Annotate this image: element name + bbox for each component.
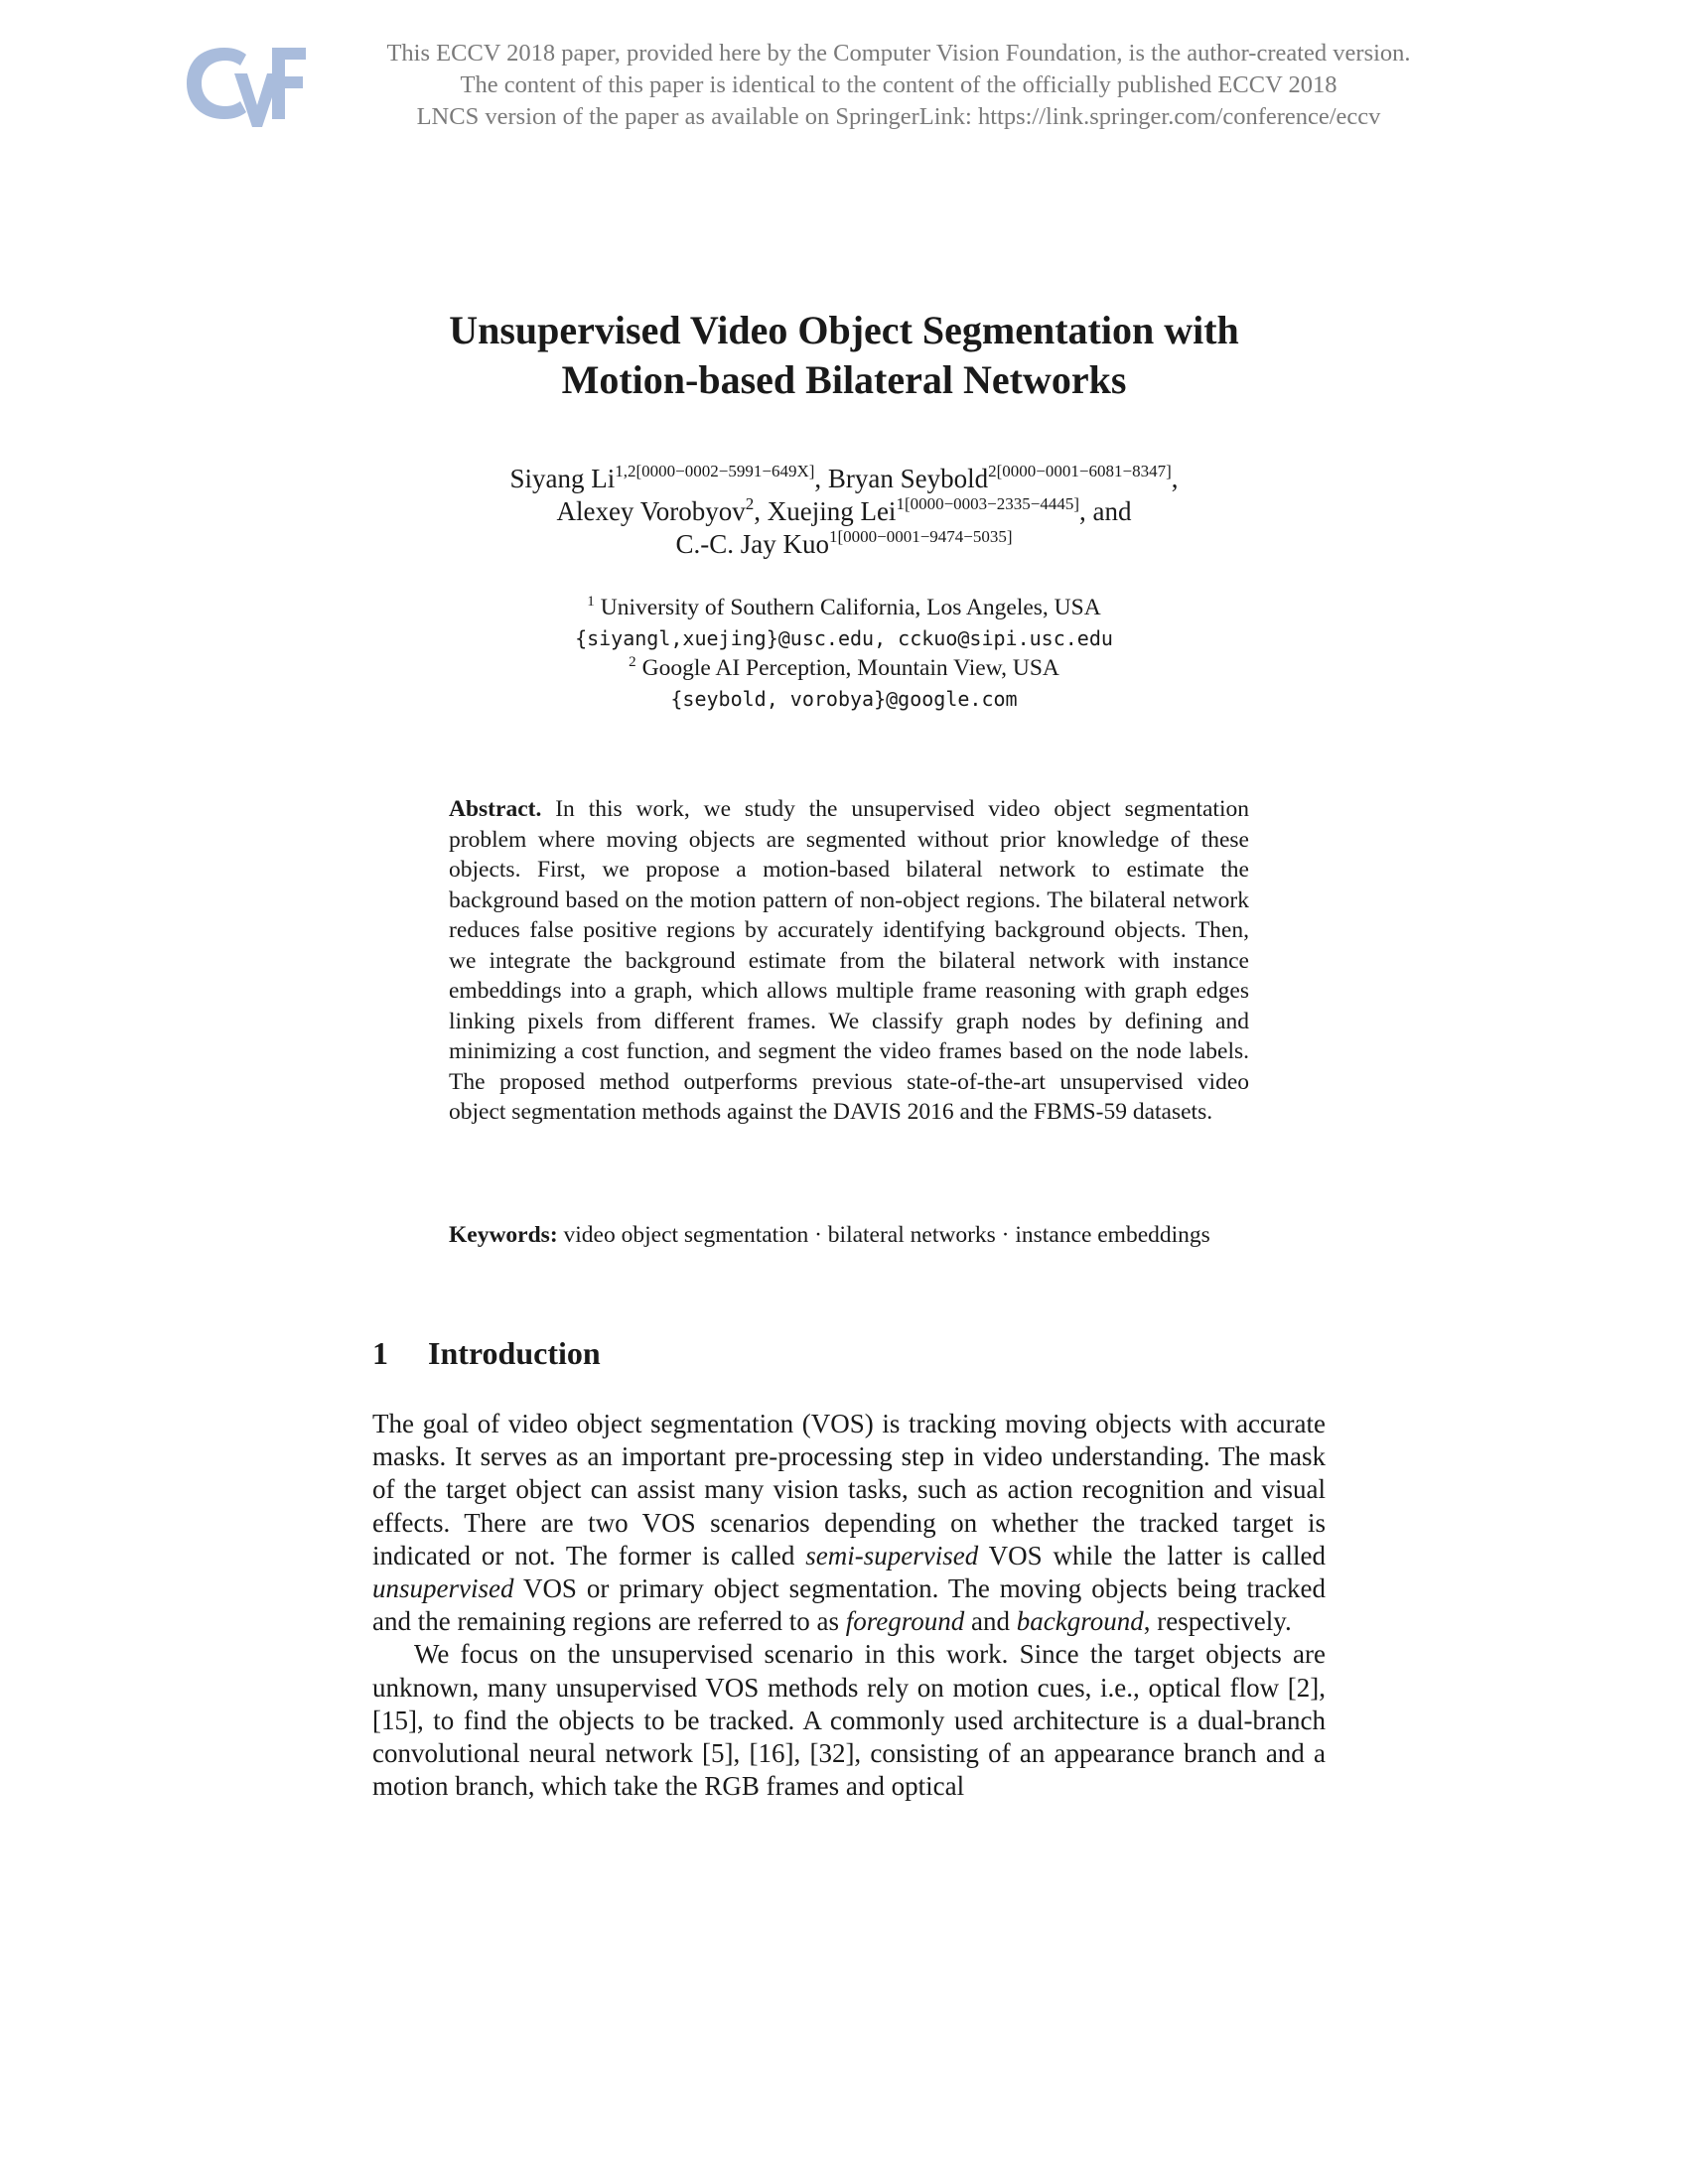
author-name: C.-C. Jay Kuo [675, 529, 829, 559]
abstract-label: Abstract. [449, 796, 542, 822]
author-orcid: 2[0000−0001−6081−8347] [988, 462, 1172, 480]
emphasis: semi-supervised [805, 1540, 979, 1570]
affil-text: Google AI Perception, Mountain View, USA [641, 655, 1059, 681]
author-name: Bryan Seybold [827, 464, 989, 493]
affil-number: 1 [587, 594, 595, 610]
emphasis: unsupervised [372, 1573, 514, 1604]
affil-email: {siyangl,xuejing}@usc.edu, cckuo@sipi.usc.edu [575, 625, 1113, 650]
author-affil: 2 [745, 494, 755, 513]
author-list: Siyang $Li^{1,2[0000-0002-5991-649X]}$, Bryan Seybold$^{2[0000-0001-6081-8347]}$, Alexey Vorobyov$^2$, Xuejing Lei$^{1[0000-0003-2335-4445]}$, and C.-C. Jay Kuo$^{1[0000-0001-9474-5035]}$ [509, 462, 1179, 559]
abstract [449, 794, 1249, 1128]
section-heading [372, 1333, 1266, 1373]
keywords-text: video object segmentation · bilateral networks · instance embeddings [557, 1222, 1210, 1248]
paper-title [298, 306, 1390, 405]
author-orcid: 1,2[0000−0002−5991−649X] [615, 462, 815, 480]
keywords [449, 1220, 1249, 1251]
title-line: Unsupervised Video Object Segmentation with [449, 308, 1239, 352]
intro-body [372, 1408, 1326, 1803]
title-line: Motion-based Bilateral Networks [561, 357, 1127, 402]
notice-line: This ECCV 2018 paper, provided here by the Computer Vision Foundation, is the author-created version. [386, 40, 1411, 67]
notice-line: The content of this paper is identical to the content of the officially published ECCV 2018 [460, 71, 1337, 98]
section-number: 1 [372, 1335, 388, 1371]
cvf-notice [328, 38, 1470, 133]
author-orcid: 1[0000−0001−9474−5035] [828, 527, 1013, 546]
abstract-text: In this work, we study the unsupervised video object segmentation problem where moving objects are segmented without prior knowledge of these objects. First, we propose a motion-based bilateral network to estimate the background based on the motion pattern of non-object regions. The bilateral network reduces false positive regions by accurately identifying background objects. Then, we integrate the background estimate from the bilateral network with instance embeddings into a graph, which allows multiple frame reasoning with graph edges linking pixels from different frames. We classify graph nodes by defining and minimizing a cost function, and segment the video frames based on the node labels. The proposed method outperforms previous state-of-the-art unsupervised video object segmentation methods against the DAVIS 2016 and the FBMS-59 datasets. [449, 796, 1249, 1125]
author-name: Alexey Vorobyov [556, 496, 746, 526]
affil-text: University of Southern California, Los Angeles, USA [600, 595, 1101, 620]
author-name: Xuejing Lei [767, 496, 897, 526]
paragraph: We focus on the unsupervised scenario in this work. Since the target objects are unknown, many unsupervised VOS methods rely on motion cues, i.e., optical flow [2], [15], to find the objects to be tracked. A commonly used architecture is a dual-branch convolutional neural network [5], [16], [32], consisting of an appearance branch and a motion branch, which take the RGB frames and optical [372, 1639, 1326, 1802]
notice-line: LNCS version of the paper as available on SpringerLink: https://link.springer.com/conference/eccv [416, 103, 1381, 130]
author-orcid: 1[0000−0003−2335−4445] [896, 494, 1080, 513]
affil-number: 2 [629, 654, 636, 670]
cvf-logo [185, 44, 308, 129]
author-name: Siyang Li [509, 464, 616, 493]
affiliations [298, 593, 1390, 714]
affil-email: {seybold, vorobya}@google.com [670, 686, 1018, 711]
emphasis: background [1016, 1606, 1144, 1637]
section-title: Introduction [428, 1335, 601, 1371]
emphasis: foreground [845, 1606, 965, 1637]
keywords-label: Keywords: [449, 1222, 558, 1248]
paragraph: The goal of video object segmentation (VOS) is tracking moving objects with accurate masks. It serves as an important pre-processing step in video understanding. The mask of the target object can assist many vision tasks, such as action recognition and visual effects. There are two VOS scenarios depending on whether the tracked target is indicated or not. The former is called semi-supervised VOS while the latter is called unsupervised VOS or primary object segmentation. The moving objects being tracked and the remaining regions are referred to as foreground and background, respectively. [372, 1409, 1326, 1637]
